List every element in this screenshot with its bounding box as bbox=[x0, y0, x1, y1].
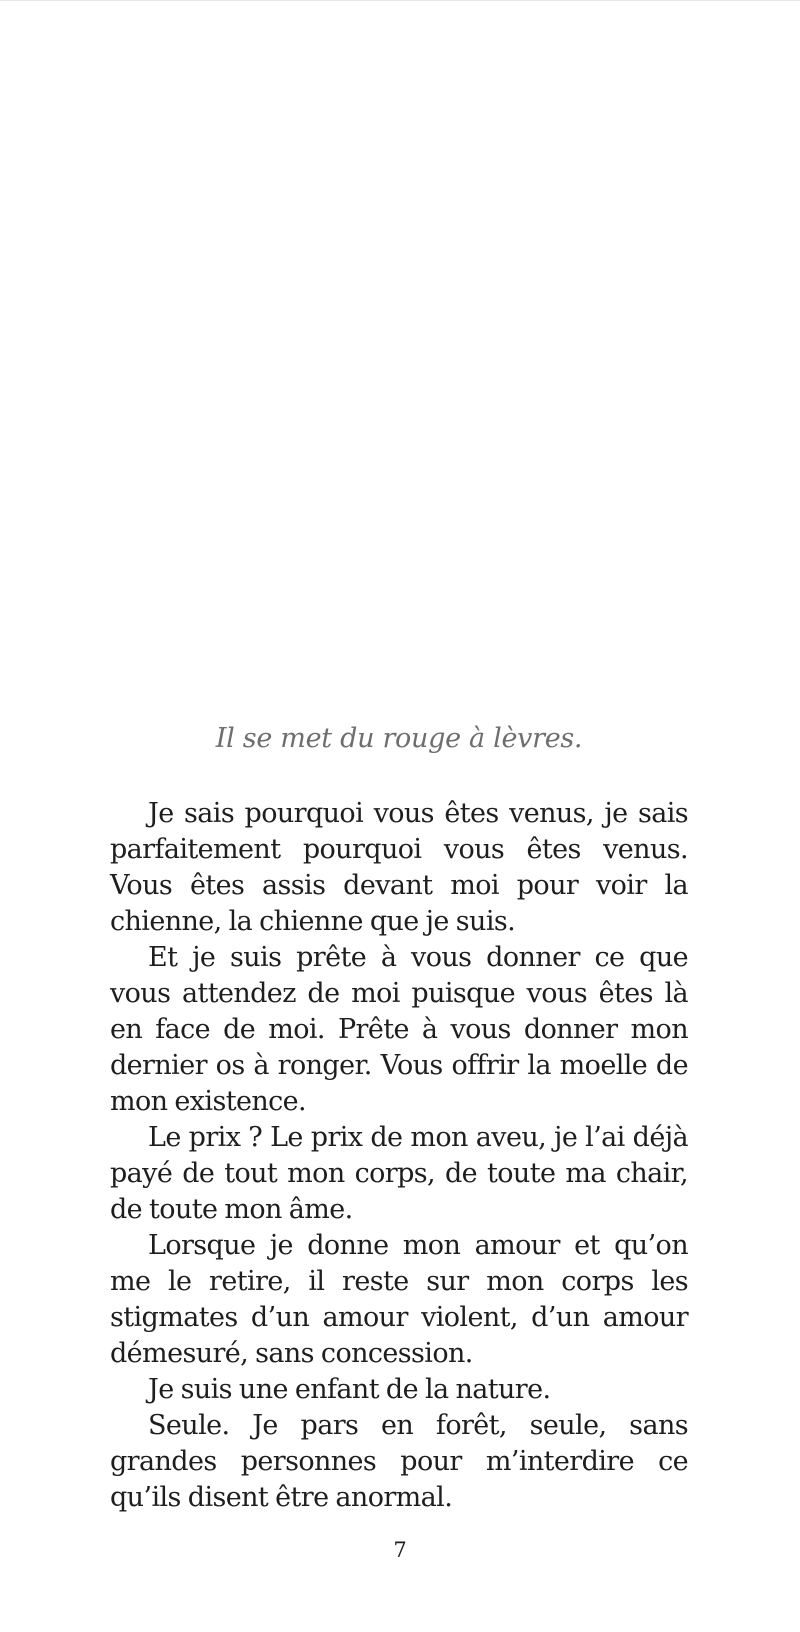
body-text bbox=[110, 796, 688, 1516]
stage-direction: Il se met du rouge à lèvres. bbox=[215, 723, 583, 754]
top-border bbox=[0, 0, 800, 1]
page-number: 7 bbox=[393, 1538, 407, 1562]
paragraph: Je sais pourquoi vous êtes venus, je sais parfaitement pourquoi vous êtes venus. Vous êtes assis devant moi pour voir la chienne, la chienne que je suis. bbox=[110, 798, 688, 937]
paragraph: Je suis une enfant de la nature. bbox=[148, 1374, 551, 1405]
paragraph: Lorsque je donne mon amour et qu’on me le retire, il reste sur mon corps les stigmates d’un amour violent, d’un amour démesuré, sans concession. bbox=[110, 1230, 688, 1369]
page-content bbox=[110, 718, 688, 1516]
paragraph: Le prix ? Le prix de mon aveu, je l’ai déjà payé de tout mon corps, de toute ma chair, de toute mon âme. bbox=[110, 1122, 688, 1225]
paragraph: Et je suis prête à vous donner ce que vous attendez de moi puisque vous êtes là en face de moi. Prête à vous donner mon dernier os à ronger. Vous offrir la moelle de mon existence. bbox=[110, 942, 688, 1117]
paragraph: Seule. Je pars en forêt, seule, sans grandes personnes pour m’interdire ce qu’ils disent être anormal. bbox=[110, 1410, 688, 1513]
